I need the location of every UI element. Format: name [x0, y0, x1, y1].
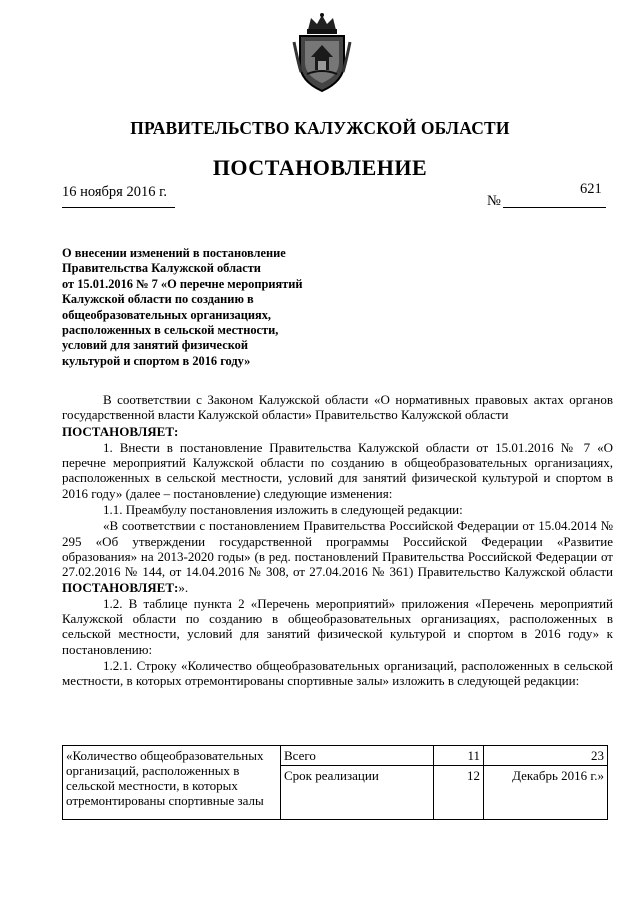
subject-line: культурой и спортом в 2016 году»	[62, 353, 251, 368]
preamble-quote	[62, 518, 613, 594]
clause-1-2-1: 1.2.1. Строку «Количество общеобразовательных организаций, расположенных в сельской местности, в которых отремонтированы спортивные залы» изложить в следующей редакции:	[62, 658, 613, 689]
preamble-quote-end: ».	[178, 579, 189, 595]
intro-text: В соответствии с Законом Калужской области «О нормативных правовых актах органов государственной власти Калужской области» Правительство Калужской области	[62, 392, 613, 423]
row-label-cell: Срок реализации	[281, 766, 434, 820]
clause-1: 1. Внести в постановление Правительства Калужской области от 15.01.2016 № 7 «О перечне мероприятий Калужской области по созданию в общеобразовательных организациях, расположенных в сельской местности, условий для занятий физической культурой и спортом в 2016 году» (далее – постановление) следующие изменения:	[62, 439, 613, 501]
row-total-cell: Декабрь 2016 г.»	[484, 766, 608, 820]
number-underline	[503, 207, 606, 208]
subject-line: расположенных в сельской местности,	[62, 323, 279, 338]
resolves-keyword: ПОСТАНОВЛЯЕТ:	[62, 423, 179, 439]
indicator-table	[62, 745, 608, 820]
subject-line: О внесении изменений в постановление	[62, 246, 286, 260]
document-body	[62, 392, 613, 689]
clause-1-2: 1.2. В таблице пункта 2 «Перечень мероприятий» приложения «Перечень мероприятий Калужской области по созданию в общеобразовательных организациях, расположенных в сельской местности, условий для занятий физической культурой и спортом в 2016 году» к постановлению:	[62, 595, 613, 657]
table-row	[63, 746, 608, 766]
subject-line: от 15.01.2016 № 7 «О перечне мероприятий	[62, 276, 303, 291]
subject-line: общеобразовательных организациях,	[62, 307, 272, 322]
row-value-cell: 11	[434, 746, 484, 766]
date-underline	[62, 207, 175, 208]
subject-line: Правительства Калужской области	[62, 261, 261, 276]
subject-line: условий для занятий физической	[62, 338, 248, 353]
number-label: №	[487, 193, 501, 209]
subject-heading	[62, 246, 334, 369]
row-value-cell: 12	[434, 766, 484, 820]
subject-line: Калужской области по созданию в	[62, 292, 254, 307]
preamble-quote-text: «В соответствии с постановлением Правительства Российской Федерации от 15.04.2014 № 295 «Об утверждении государственной программы Российской Федерации «Развитие образования» на 2013-2020 годы» (в ред. постановлений Правительства Российской Федерации от 27.02.2016 № 144, от 14.04.2016 № 308, от 27.04.2016 № 361) Правительство Калужской области	[62, 518, 613, 580]
preamble-keyword: ПОСТАНОВЛЯЕТ:	[62, 579, 179, 595]
document-date: 16 ноября 2016 г.	[62, 184, 168, 200]
intro-paragraph	[62, 392, 613, 423]
indicator-name-cell: «Количество общеобразовательных организаций, расположенных в сельской местности, в которых отремонтированы спортивные залы	[63, 746, 281, 820]
document-type: ПОСТАНОВЛЕНИЕ	[212, 155, 428, 180]
resolves-paragraph	[62, 424, 613, 439]
document-number: 621	[580, 181, 602, 197]
row-label-cell: Всего	[281, 746, 434, 766]
clause-1-1: 1.1. Преамбулу постановления изложить в следующей редакции:	[103, 502, 463, 518]
row-total-cell: 23	[484, 746, 608, 766]
coat-of-arms-icon	[291, 12, 353, 94]
government-title: ПРАВИТЕЛЬСТВО КАЛУЖСКОЙ ОБЛАСТИ	[130, 118, 510, 138]
